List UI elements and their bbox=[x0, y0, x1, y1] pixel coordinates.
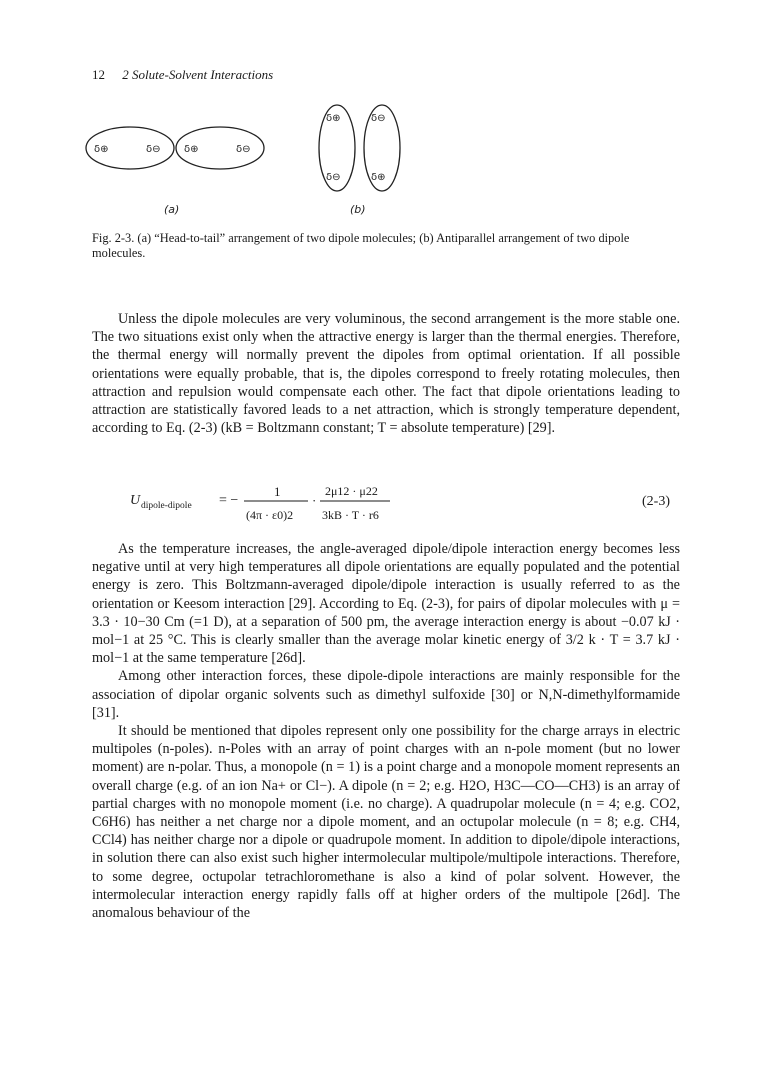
equation-2-3 bbox=[92, 474, 680, 534]
charge-a1-minus: δ⊖ bbox=[146, 144, 161, 155]
figure-caption: Fig. 2-3. (a) “Head-to-tail” arrangement of two dipole molecules; (b) Antiparallel arrangement of two dipole molecules. bbox=[92, 231, 630, 260]
equation-number: (2-3) bbox=[642, 494, 670, 509]
charge-a1-plus: δ⊕ bbox=[94, 144, 109, 155]
paragraph: Unless the dipole molecules are very voluminous, the second arrangement is the more stable one. The two situations exist only when the attractive energy is larger than the thermal energies. Therefore, the thermal energy will normally prevent the dipoles from optimal orientation. If all possible orientations were equally probable, that is, the dipoles correspond to freely rotating molecules, then attraction and repulsion would compensate each other. The fact that dipole orientations leading to attraction are statistically favored leads to a net attraction, which is strongly temperature dependent, according to Eq. (2-3) (kB = Boltzmann constant; T = absolute temperature) [29]. bbox=[92, 311, 680, 437]
body-text-bottom bbox=[92, 540, 680, 922]
eq-lhs-sub: dipole-dipole bbox=[141, 501, 192, 511]
charge-b2-minus: δ⊖ bbox=[371, 113, 386, 124]
charge-b1-plus: δ⊕ bbox=[326, 113, 341, 124]
eq-equals: = − bbox=[219, 493, 239, 508]
dipole-figure bbox=[80, 100, 440, 220]
figure-label-a: (a) bbox=[164, 203, 180, 216]
eq-frac1-den: (4π · ε0)2 bbox=[246, 508, 294, 522]
charge-a2-plus: δ⊕ bbox=[184, 144, 199, 155]
equation-formula bbox=[92, 474, 680, 534]
page-number: 12 bbox=[92, 67, 105, 82]
paragraph: It should be mentioned that dipoles represent only one possibility for the charge arrays in electric multipoles (n-poles). n-Poles with an array of point charges with an n-pole moment (but no lower moment) are n-polar. Thus, a monopole (n = 1) is a point charge and a monopole moment represents an overall charge (e.g. of an ion Na+ or Cl−). A dipole (n = 2; e.g. H2O, H3C—CO—CH3) is an array of partial charges with no monopole moment (i.e. no charge). A quadrupolar molecule (n = 4; e.g. CO2, C6H6) has neither a net charge nor a dipole moment, and an octupolar molecule (n = 8; e.g. CH4, CCl4) has neither charge nor a dipole or quadrupole moment. In addition to dipole/dipole interactions, in solution there can also exist such higher intermolecular multipole/multipole interactions. Therefore, to some degree, octupolar tetrachloromethane is also a kind of polar solvent. However, the intermolecular interaction energy rapidly falls off at higher orders of the multipole [26d]. The anomalous behaviour of the bbox=[92, 723, 680, 922]
eq-dot: · bbox=[312, 493, 317, 508]
paragraph: Among other interaction forces, these dipole-dipole interactions are mainly responsible for the association of dipolar organic solvents such as dimethyl sulfoxide [30] or N,N-dimethylformamide [31]. bbox=[92, 668, 680, 721]
running-title: 2 Solute-Solvent Interactions bbox=[122, 67, 274, 82]
eq-lhs: U bbox=[130, 493, 141, 508]
eq-frac2-num: 2μ12 · μ22 bbox=[325, 484, 378, 498]
charge-b1-minus: δ⊖ bbox=[326, 172, 341, 183]
eq-frac2-den: 3kB · T · r6 bbox=[322, 508, 379, 522]
paragraph: As the temperature increases, the angle-averaged dipole/dipole interaction energy becomes less negative until at very high temperatures all dipole orientations are equally populated and the potential energy is zero. This Boltzmann-averaged dipole/dipole interaction is usually referred to as the orientation or Keesom interaction [29]. According to Eq. (2-3), for pairs of dipolar molecules with μ = 3.3 · 10−30 Cm (=1 D), at a separation of 500 pm, the average interaction energy is about −0.07 kJ · mol−1 at 25 °C. This is clearly smaller than the average molar kinetic energy of 3/2 k · T = 3.7 kJ · mol−1 at the same temperature [26d]. bbox=[92, 541, 680, 667]
figure-label-b: (b) bbox=[350, 203, 366, 216]
charge-a2-minus: δ⊖ bbox=[236, 144, 251, 155]
charge-b2-plus: δ⊕ bbox=[371, 172, 386, 183]
running-header bbox=[92, 67, 273, 83]
body-text-top bbox=[92, 310, 680, 437]
eq-frac1-num: 1 bbox=[274, 484, 281, 499]
